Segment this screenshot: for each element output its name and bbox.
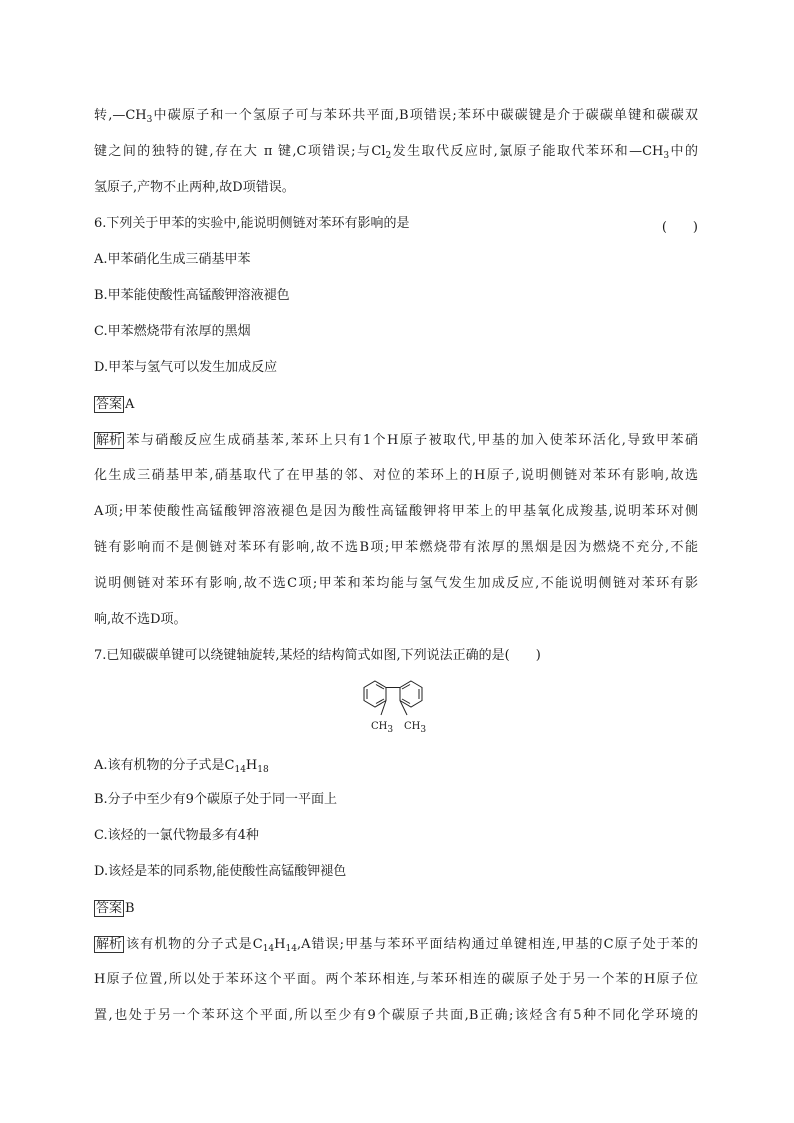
biphenyl-structure bbox=[356, 675, 440, 723]
q6-stem: 6.下列关于甲苯的实验中,能说明侧链对苯环有影响的是 bbox=[94, 216, 410, 231]
q7-option-a: A.该有机物的分子式是$C_{14}H_{18}$ bbox=[94, 758, 269, 775]
q7-explanation-line-2: H原子位置,所以处于苯环这个平面。两个苯环相连,与苯环相连的碳原子处于另一个苯的H原子位 bbox=[94, 972, 698, 987]
prev-explanation-line-2: 键之间的独特的键,存在大 π 键,C项错误;与$Cl_2$发生取代反应时,氯原子能取代苯环和$—CH_3$中的 bbox=[94, 144, 698, 161]
q6-answer-value: A bbox=[125, 397, 135, 412]
q6-option-a: A.甲苯硝化生成三硝基甲苯 bbox=[94, 252, 251, 267]
q7-option-d: D.该烃是苯的同系物,能使酸性高锰酸钾褪色 bbox=[94, 864, 347, 879]
q7-explanation-line-3: 置,也处于另一个苯环这个平面,所以至少有9个碳原子共面,B正确;该烃含有5种不同化学环境的 bbox=[94, 1008, 698, 1023]
q6-option-c: C.甲苯燃烧带有浓厚的黑烟 bbox=[94, 324, 251, 339]
q6-answer bbox=[94, 396, 134, 413]
q7-option-b: B.分子中至少有9个碳原子处于同一平面上 bbox=[94, 792, 337, 807]
q7-explanation-line-1: 解析 该有机物的分子式是$C_{14}H_{14},A$错误;甲基与苯环平面结构通过单键相连,甲基的C原子处于苯的 bbox=[96, 937, 698, 954]
methyl-label-right: $CH_3$ bbox=[404, 721, 427, 735]
answer-tag: 答案 bbox=[96, 901, 123, 916]
q6-explanation-line-2: 化生成三硝基甲苯,硝基取代了在甲基的邻、对位的苯环上的H原子,说明侧链对苯环有影响,故选 bbox=[94, 468, 698, 483]
prev-explanation-line-3: 氢原子,产物不止两种,故D项错误。 bbox=[94, 180, 295, 195]
q7-answer bbox=[94, 900, 135, 917]
q6-option-b: B.甲苯能使酸性高锰酸钾溶液褪色 bbox=[94, 288, 290, 303]
q7-answer-value: B bbox=[125, 901, 135, 916]
q6-explanation-line-6: 响,故不选D项。 bbox=[94, 612, 187, 627]
q6-explanation-line-3: A项;甲苯使酸性高锰酸钾溶液褪色是因为酸性高锰酸钾将甲苯上的甲基氧化成羧基,说明苯环对侧 bbox=[94, 504, 698, 519]
explanation-tag: 解析 bbox=[96, 937, 123, 952]
q6-explanation-line-5: 说明侧链对苯环有影响,故不选C项;甲苯和苯均能与氢气发生加成反应,不能说明侧链对苯环有影 bbox=[94, 576, 698, 591]
answer-tag: 答案 bbox=[96, 397, 123, 412]
q7-stem: 7.已知碳碳单键可以绕键轴旋转,某烃的结构简式如图,下列说法正确的是( ) bbox=[94, 648, 541, 663]
q7-option-c: C.该烃的一氯代物最多有4种 bbox=[94, 828, 259, 843]
q7-structure-diagram bbox=[356, 675, 440, 739]
prev-explanation-line-1: 转$,—CH_3$中碳原子和一个氢原子可与苯环共平面,B项错误;苯环中碳碳键是介于碳碳单键和碳碳双 bbox=[94, 108, 698, 125]
explanation-tag: 解析 bbox=[96, 433, 123, 448]
q6-answer-blank: ( ) bbox=[661, 220, 698, 235]
q6-option-d: D.甲苯与氢气可以发生加成反应 bbox=[94, 360, 278, 375]
methyl-label-left: $CH_3$ bbox=[371, 721, 394, 735]
q6-explanation-line-4: 链有影响而不是侧链对苯环有影响,故不选B项;甲苯燃烧带有浓厚的黑烟是因为燃烧不充分,不能 bbox=[94, 540, 698, 555]
q6-explanation-line-1: 解析 苯与硝酸反应生成硝基苯,苯环上只有1个H原子被取代,甲基的加入使苯环活化,导致甲苯硝 bbox=[96, 433, 698, 448]
